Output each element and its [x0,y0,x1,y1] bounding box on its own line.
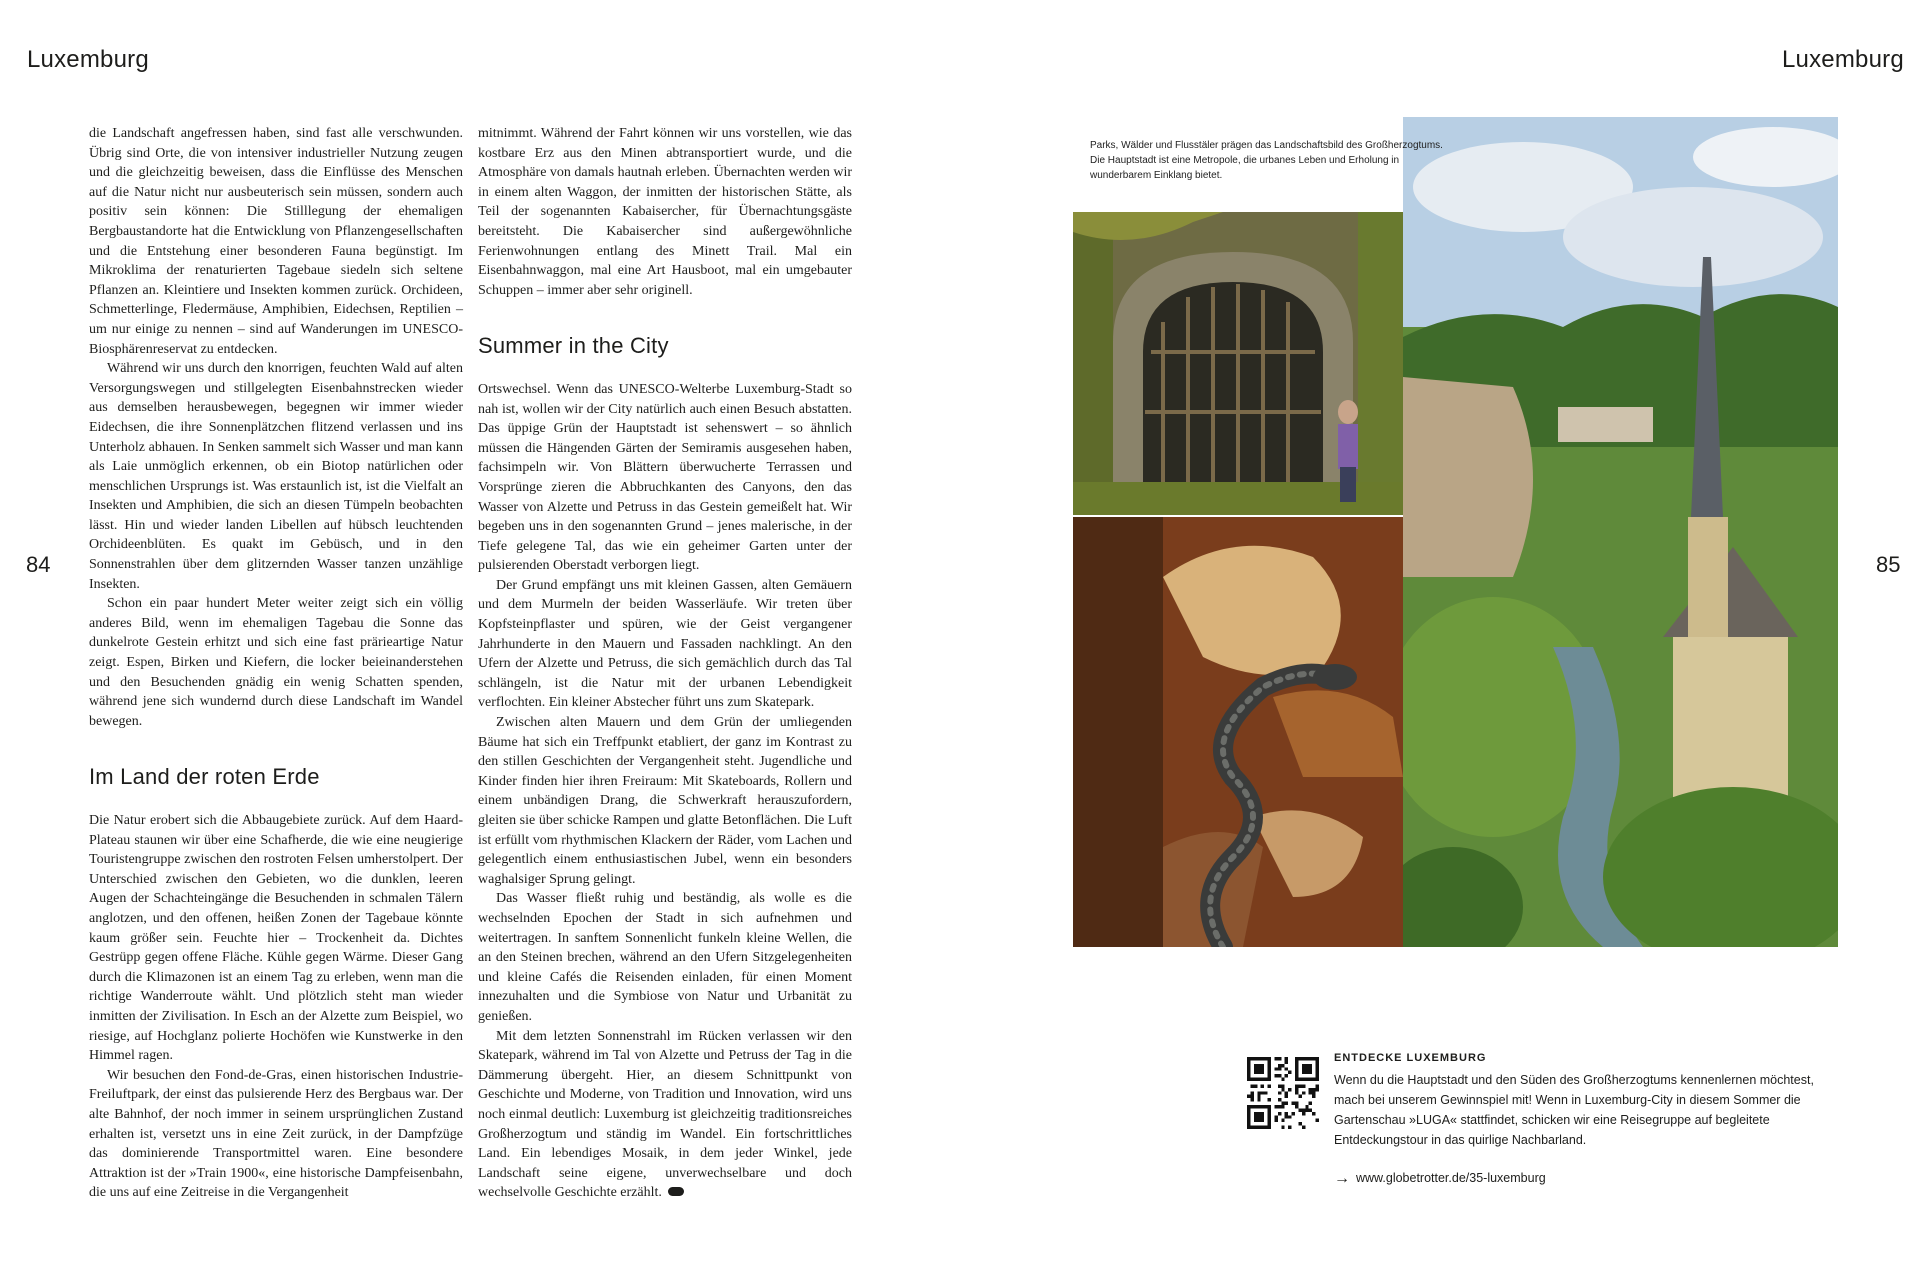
paragraph: Zwischen alten Mauern und dem Grün der umliegenden Bäume hat sich ein Treffpunkt etabliert, der ganz im Kontrast zu den stillen Geschichten der Vergangenheit steht. Jugendliche und Kinder finden hier ihren Freiraum: Mit Skateboards, Rollern und einem unbändigen Drang, die Schwerkraft herauszufordern, gleiten sie über schicke Rampen und glatte Betonflächen. Die Luft ist erfüllt vom rhythmischen Klackern der Räder, vom Lachen und gelegentlich einem enthusiastischen Jubel, wenn ein besonders waghalsiger Sprung gelingt. [478,715,852,887]
paragraph-text: Mit dem letzten Sonnenstrahl im Rücken verlassen wir den Skatepark, während im Tal von Alzette und Petruss der Tag in die Dämmerung übergeht. Hier, an diesem Schnittpunkt von Geschichte und Moderne, von Tradition und Innovation, wird uns noch einmal deutlich: Luxemburg ist gleichzeitig traditionsreiches Großherzogtum und ständig im Wandel. Ein fortschrittliches Land. Ein lebendiges Mosaik, in dem jeder Winkel, jede Landschaft seine eigene, unverwechselbare und doch wechselvolle Geschichte erzählt. [478,1028,852,1201]
running-head-left: Luxemburg [27,46,149,73]
section-heading: Summer in the City [478,333,669,359]
qr-code-icon[interactable] [1247,1057,1319,1129]
article-column-2 [478,124,852,1203]
paragraph: Die Natur erobert sich die Abbaugebiete zurück. Auf dem Haard-Plateau staunen wir über eine Schafherde, die wie eine neugierige Touristengruppe zwischen den rostroten Felsen umherstolpert. Der Unterschied zwischen den Gebieten, wo die dunklen, leeren Augen der Schachteingänge die Besuchenden in schmalen Tälern anglotzen, und den offenen, heißen Zonen der Tagebaue könnte kaum größer sein. Feuchte hier – Trockenheit da. Dichtes Gestrüpp gegen offene Fläche. Kühle gegen Wärme. Dieser Gang durch die Klimazonen ist an einem Tag zu erleben, wenn man die richtige Wanderroute wählt. Und plötzlich steht man wieder inmitten der Zivilisation. In Esch an der Alzette zum Beispiel, wo riesige, auf Hochglanz polierte Hochöfen wie Kunstwerke in den Himmel ragen. [89,813,463,1064]
end-mark-icon [668,1187,684,1196]
promo-title: ENTDECKE LUXEMBURG [1334,1052,1487,1064]
promo-link[interactable] [1334,1170,1546,1188]
page-number-right: 85 [1876,552,1901,577]
luxembourg-grund-photo [1403,117,1838,947]
paragraph [478,1027,852,1203]
paragraph: Wir besuchen den Fond-de-Gras, einen historischen Industrie-Freiluftpark, der einst das pulsierende Herz des Bergbaus war. Der alte Bahnhof, der noch immer in seinem ursprünglichen Zustand erhalten ist, versetzt uns in eine Zeit zurück, in der Dampfzüge das dominierende Transportmittel waren. Eine besondere Attraktion ist der »Train 1900«, eine historische Dampfeisenbahn, die uns auf eine Zeitreise in die Vergangenheit [89,1067,463,1201]
paragraph: Ortswechsel. Wenn das UNESCO-Welterbe Luxemburg-Stadt so nah ist, wollen wir der City natürlich auch einen Besuch abstatten. Das üppige Grün der Hauptstadt ist sehenswert – so ähnlich müssen die Hängenden Gärten der Semiramis ausgesehen haben, fachsimpeln wir. Von Blättern überwucherte Terrassen und Vorsprünge zieren die Abbruchkanten des Canyons, den das Wasser von Alzette und Petruss in das Gestein gemeißelt hat. Wir begeben uns in den sogenannten Grund – jenes malerische, in der Tiefe gelegene Tal, das wie ein geheimer Garten unter der pulsierenden Oberstadt verborgen liegt. [478,381,852,574]
photo-collage [1073,117,1838,947]
paragraph: Das Wasser fließt ruhig und beständig, als wolle es die wechselnden Epochen der Stadt in sich aufnehmen und weitertragen. In sanftem Sonnenlicht funkeln kleine Wellen, die an den Steinen brechen, während an den Ufern Sitzgelegenheiten und kleine Cafés die Reisenden einladen, für einen Moment innezuhalten und die Symbiose von Natur und Urbanität zu genießen. [478,891,852,1024]
arrow-right-icon: → [1334,1170,1350,1187]
promo-link-text[interactable]: www.globetrotter.de/35-luxemburg [1356,1171,1546,1185]
promo-body: Wenn du die Hauptstadt und den Süden des Großherzogtums kennenlernen möchtest, mach bei unserem Gewinnspiel mit! Wenn in Luxemburg-City in diesem Sommer die Gartenschau »LUGA« stattfindet, schicken wir eine Reisegruppe auf begleitete Entdeckungstour in das quirlige Nachbarland. [1334,1073,1814,1147]
page-number-left: 84 [26,552,51,577]
section-heading: Im Land der roten Erde [89,764,320,790]
running-head-right: Luxemburg [1782,46,1904,73]
snake-photo [1073,517,1403,947]
paragraph: Während wir uns durch den knorrigen, feuchten Wald auf alten Versorgungswegen und stillgelegten Eisenbahnstrecken wieder aus demselben herausbewegen, begegnen wir immer wieder Eidechsen, die ihre Sonnenplätzchen flitzend verlassen und ins Unterholz abhauen. In Senken sammelt sich Wasser und man kann als Laie unmöglich erkennen, ob ein Biotop natürlichen oder menschlichen Ursprungs ist. Was erstaunlich ist, ist die Vielfalt an Insekten und Amphibien, die sich an diesen Tümpeln beobachten lässt. Hin und wieder landen Libellen auf hübsch leuchtenden Orchideenblüten. Es quakt im Gebüsch, und in den Sonnenstrahlen über dem glitzernden Wasser tanzen unzählige Insekten. [89,361,463,592]
photo-caption: Parks, Wälder und Flusstäler prägen das Landschaftsbild des Großherzogtums. Die Hauptstadt ist eine Metropole, die urbanes Leben und Erholung in wunderbarem Einklang bietet. [1090,140,1443,181]
article-column-1 [89,124,463,1203]
paragraph: Der Grund empfängt uns mit kleinen Gassen, alten Gemäuern und dem Murmeln der beiden Wasserläufe. Wir treten über Kopfsteinpflaster und spüren, wie der Geist vergangener Jahrhunderte in den Mauern und Fassaden nachklingt. An den Ufern der Alzette und Petruss, die sich gemächlich durch das Tal schlängeln, ist die Natur mit der urbanen Lebendigkeit verflochten. Ein kleiner Abstecher führt uns zum Skatepark. [478,577,852,711]
tunnel-gate-photo [1073,212,1403,515]
paragraph: Schon ein paar hundert Meter weiter zeigt sich ein völlig anderes Bild, wenn im ehemaligen Tagebau die Sonne das dunkelrote Gestein erhitzt und sich eine fast prärieartige Natur zeigt. Espen, Birken und Kiefern, die locker beieinanderstehen und den Besuchenden gnädig ein wenig Schatten spenden, während jene sich wundernd durch diese Landschaft im Wandel bewegen. [89,596,463,729]
paragraph: mitnimmt. Während der Fahrt können wir uns vorstellen, wie das kostbare Erz aus den Minen abtransportiert wurde, und die Atmosphäre von damals hautnah erleben. Übernachten werden wir in einem alten Waggon, der inmitten der historischen Stätte, als Teil der sogenannten Kabaisercher, für Übernachtungsgäste bereitsteht. Die Kabaisercher sind außergewöhnliche Ferienwohnungen entlang des Minett Trail. Mal ein Eisenbahnwaggon, mal eine Art Hausboot, mal ein umgebauter Schuppen – immer aber sehr originell. [478,126,852,298]
paragraph: die Landschaft angefressen haben, sind fast alle verschwunden. Übrig sind Orte, die von intensiver industrieller Nutzung zeugen und die gleichzeitig beweisen, dass die Einflüsse des Menschen auf die Natur nicht nur ausbeuterisch sein müssen, sondern auch positiv sein können: Die Stilllegung der ehemaligen Bergbaustandorte hat die Entwicklung von Pflanzengesellschaften und die Entstehung einer besonderen Fauna begünstigt. Im Mikroklima der renaturierten Tagebaue siedeln sich seltene Pflanzen an. Kleintiere und Insekten kommen zurück. Orchideen, Schmetterlinge, Fledermäuse, Amphibien, Eidechsen, Reptilien – um nur einige zu nennen – sind auf Wanderungen im UNESCO-Biosphärenreservat zu entdecken. [89,126,463,357]
